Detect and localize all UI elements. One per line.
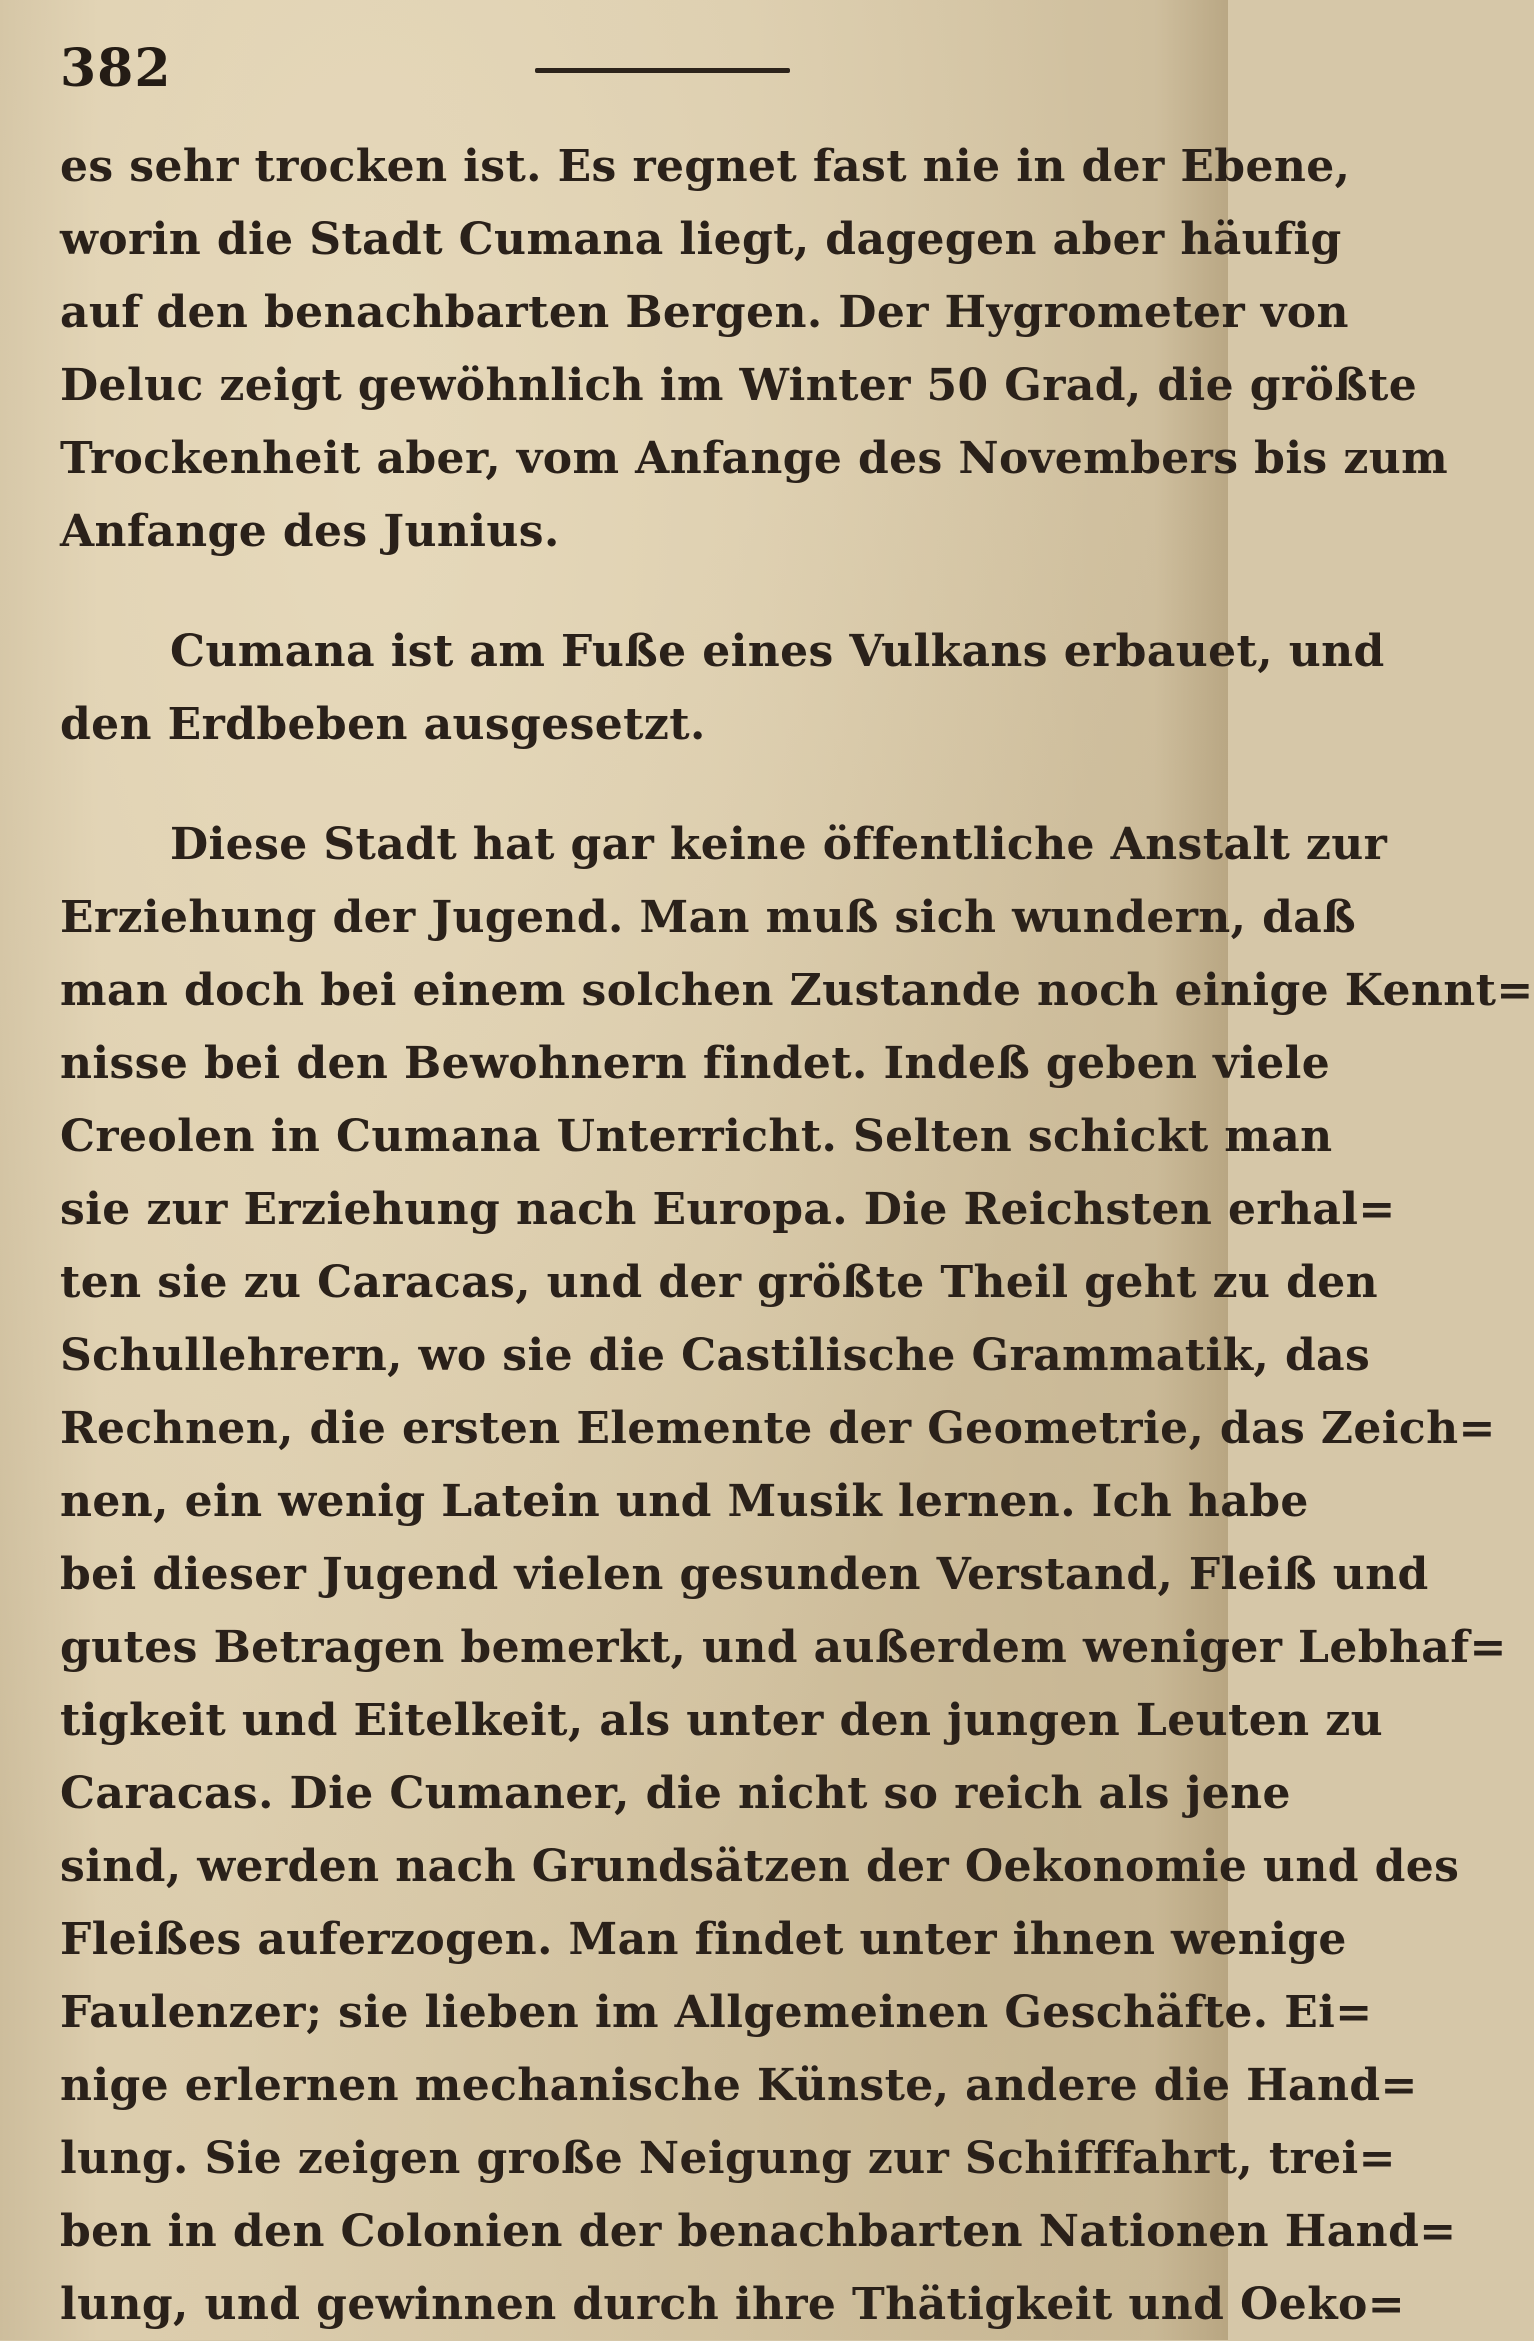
page-number: 382 bbox=[60, 38, 172, 99]
text-line: ben in den Colonien der benachbarten Nationen Hand= bbox=[60, 2206, 1457, 2257]
text-line: sie zur Erziehung nach Europa. Die Reichsten erhal= bbox=[60, 1184, 1396, 1235]
text-line: man doch bei einem solchen Zustande noch einige Kennt= bbox=[60, 965, 1534, 1016]
text-line: lung, und gewinnen durch ihre Thätigkeit und Oeko= bbox=[60, 2279, 1406, 2330]
text-line: nen, ein wenig Latein und Musik lernen. Ich habe bbox=[60, 1476, 1309, 1527]
text-line: ten sie zu Caracas, und der größte Theil geht zu den bbox=[60, 1257, 1379, 1308]
text-line: Creolen in Cumana Unterricht. Selten schickt man bbox=[60, 1111, 1333, 1162]
text-line: gutes Betragen bemerkt, und außerdem weniger Lebhaf= bbox=[60, 1622, 1507, 1673]
text-line: lung. Sie zeigen große Neigung zur Schifffahrt, trei= bbox=[60, 2133, 1396, 2184]
text-line: Trockenheit aber, vom Anfange des Novembers bis zum bbox=[60, 433, 1449, 484]
header-rule bbox=[535, 68, 790, 73]
text-line: Cumana ist am Fuße eines Vulkans erbauet, und bbox=[170, 626, 1385, 677]
text-line: bei dieser Jugend vielen gesunden Verstand, Fleiß und bbox=[60, 1549, 1429, 1600]
paragraph-gap bbox=[60, 568, 1190, 615]
text-line: nisse bei den Bewohnern findet. Indeß geben viele bbox=[60, 1038, 1331, 1089]
text-line: Caracas. Die Cumaner, die nicht so reich als jene bbox=[60, 1768, 1291, 1819]
text-line: Anfange des Junius. bbox=[60, 506, 560, 557]
text-line: den Erdbeben ausgesetzt. bbox=[60, 699, 706, 750]
text-line: Diese Stadt hat gar keine öffentliche Anstalt zur bbox=[170, 819, 1388, 870]
text-line: auf den benachbarten Bergen. Der Hygrometer von bbox=[60, 287, 1349, 338]
text-line: Fleißes auferzogen. Man findet unter ihnen wenige bbox=[60, 1914, 1347, 1965]
text-line: es sehr trocken ist. Es regnet fast nie in der Ebene, bbox=[60, 141, 1351, 192]
text-line: Deluc zeigt gewöhnlich im Winter 50 Grad, die größte bbox=[60, 360, 1418, 411]
text-line: Rechnen, die ersten Elemente der Geometrie, das Zeich= bbox=[60, 1403, 1496, 1454]
text-line: worin die Stadt Cumana liegt, dagegen aber häufig bbox=[60, 214, 1342, 265]
text-line: Faulenzer; sie lieben im Allgemeinen Geschäfte. Ei= bbox=[60, 1987, 1373, 2038]
text-line: nige erlernen mechanische Künste, andere die Hand= bbox=[60, 2060, 1418, 2111]
text-line: tigkeit und Eitelkeit, als unter den jungen Leuten zu bbox=[60, 1695, 1384, 1746]
body-text bbox=[60, 130, 1534, 2341]
page-header bbox=[60, 38, 1160, 98]
text-line: sind, werden nach Grundsätzen der Oekonomie und des bbox=[60, 1841, 1460, 1892]
text-line: Erziehung der Jugend. Man muß sich wundern, daß bbox=[60, 892, 1357, 943]
text-line: Schullehrern, wo sie die Castilische Grammatik, das bbox=[60, 1330, 1371, 1381]
paragraph-gap bbox=[60, 761, 1190, 808]
